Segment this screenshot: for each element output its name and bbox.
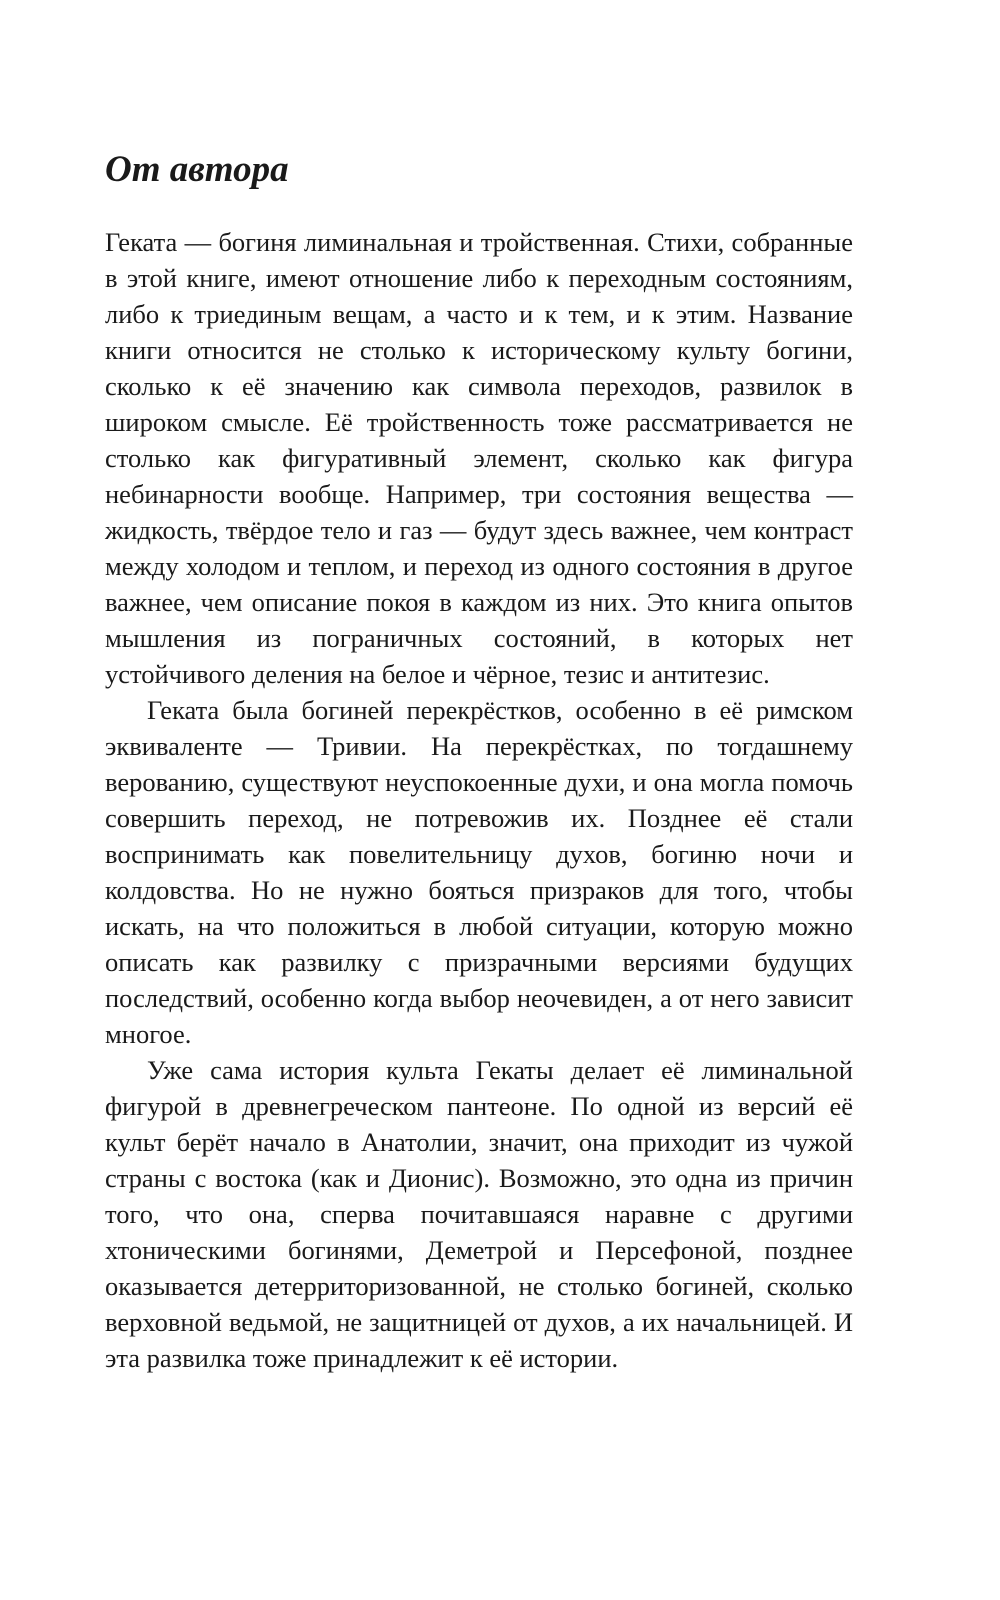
paragraph-3: Уже сама история культа Гекаты делает её лиминальной фигурой в древнегреческом пантеоне. По одной из версий её культ берёт начало в Анатолии, значит, она приходит из чужой страны с востока (как и Дионис). Возможно, это одна из причин того, что она, сперва почитавшаяся наравне с другими хтоническими богинями, Деметрой и Персефоной, позднее оказывается детерриторизованной, не столько богиней, сколько верховной ведьмой, не защитницей от духов, а их начальницей. И эта развилка тоже принадлежит к её истории. (105, 1055, 853, 1373)
paragraph-1: Геката — богиня лиминальная и тройственная. Стихи, собранные в этой книге, имеют отношение либо к переходным состояниям, либо к триединым вещам, а часто и к тем, и к этим. Название книги относится не столько к историческому культу богини, сколько к её значению как символа переходов, развилок в широком смысле. Её тройственность тоже рассматривается не столько как фигуративный элемент, сколько как фигура небинарности вообще. Например, три состояния вещества — жидкость, твёрдое тело и газ — будут здесь важнее, чем контраст между холодом и теплом, и переход из одного состояния в другое важнее, чем описание покоя в каждом из них. Это книга опытов мышления из пограничных состояний, в которых нет устойчивого деления на белое и чёрное, тезис и антитезис. (105, 227, 853, 689)
body-text (105, 224, 853, 1376)
paragraph-2: Геката была богиней перекрёстков, особенно в её римском эквиваленте — Тривии. На перекрёстках, по тогдашнему верованию, существуют неуспокоенные духи, и она могла помочь совершить переход, не потревожив их. Позднее её стали воспринимать как повелительницу духов, богиню ночи и колдовства. Но не нужно бояться призраков для того, чтобы искать, на что положиться в любой ситуации, которую можно описать как развилку с призрачными версиями будущих последствий, особенно когда выбор неочевиден, а от него зависит многое. (105, 695, 853, 1049)
chapter-heading: От автора (105, 149, 289, 190)
